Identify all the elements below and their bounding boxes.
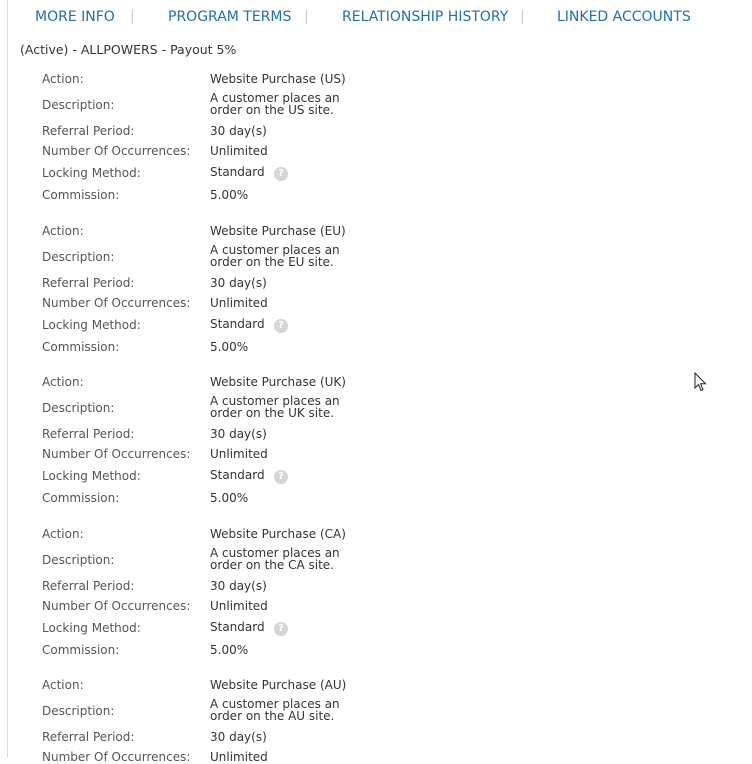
occurrences-value: Unlimited xyxy=(210,144,268,158)
tab-program-terms[interactable]: PROGRAM TERMS xyxy=(168,9,292,25)
commission-label: Commission: xyxy=(42,340,120,354)
commission-label: Commission: xyxy=(42,491,120,505)
tab-bar xyxy=(0,0,752,34)
tab-separator: | xyxy=(520,9,525,25)
action-label: Action: xyxy=(42,224,84,238)
action-label: Action: xyxy=(42,527,84,541)
description-label: Description: xyxy=(42,250,115,264)
locking-method-value: Standard xyxy=(210,317,265,331)
program-title: (Active) - ALLPOWERS - Payout 5% xyxy=(20,42,237,57)
locking-method-label: Locking Method: xyxy=(42,621,141,635)
help-icon[interactable]: ? xyxy=(274,319,288,333)
action-value: Website Purchase (AU) xyxy=(210,678,347,692)
tab-relationship-history[interactable]: RELATIONSHIP HISTORY xyxy=(342,9,509,25)
action-value: Website Purchase (EU) xyxy=(210,224,346,238)
occurrences-value: Unlimited xyxy=(210,447,268,461)
occurrences-value: Unlimited xyxy=(210,750,268,764)
commission-label: Commission: xyxy=(42,643,120,657)
action-label: Action: xyxy=(42,375,84,389)
help-icon[interactable]: ? xyxy=(274,622,288,636)
description-label: Description: xyxy=(42,553,115,567)
commission-value: 5.00% xyxy=(210,188,249,202)
occurrences-label: Number Of Occurrences: xyxy=(42,144,191,158)
locking-method-value: Standard xyxy=(210,468,265,482)
referral-period-value: 30 day(s) xyxy=(210,730,267,744)
mouse-cursor-icon xyxy=(694,372,708,392)
action-value: Website Purchase (US) xyxy=(210,72,346,86)
description-value: A customer places an order on the CA site. xyxy=(210,546,340,572)
locking-method-value: Standard xyxy=(210,620,265,634)
left-border xyxy=(7,0,8,758)
help-icon[interactable]: ? xyxy=(274,167,288,181)
locking-method-value: Standard xyxy=(210,165,265,179)
referral-period-label: Referral Period: xyxy=(42,579,135,593)
description-label: Description: xyxy=(42,98,115,112)
occurrences-label: Number Of Occurrences: xyxy=(42,599,191,613)
locking-method-label: Locking Method: xyxy=(42,166,141,180)
description-label: Description: xyxy=(42,401,115,415)
referral-period-label: Referral Period: xyxy=(42,730,135,744)
locking-method-label: Locking Method: xyxy=(42,318,141,332)
commission-value: 5.00% xyxy=(210,340,249,354)
description-value: A customer places an order on the UK site. xyxy=(210,394,340,420)
description-value: A customer places an order on the EU site. xyxy=(210,243,340,269)
occurrences-label: Number Of Occurrences: xyxy=(42,447,191,461)
action-label: Action: xyxy=(42,678,84,692)
referral-period-value: 30 day(s) xyxy=(210,579,267,593)
action-value: Website Purchase (CA) xyxy=(210,527,346,541)
referral-period-value: 30 day(s) xyxy=(210,124,267,138)
commission-value: 5.00% xyxy=(210,491,249,505)
referral-period-value: 30 day(s) xyxy=(210,427,267,441)
action-value: Website Purchase (UK) xyxy=(210,375,346,389)
description-value: A customer places an order on the AU site. xyxy=(210,697,340,723)
tab-separator: | xyxy=(304,9,309,25)
commission-label: Commission: xyxy=(42,188,120,202)
occurrences-value: Unlimited xyxy=(210,599,268,613)
occurrences-label: Number Of Occurrences: xyxy=(42,296,191,310)
description-label: Description: xyxy=(42,704,115,718)
commission-value: 5.00% xyxy=(210,643,249,657)
referral-period-label: Referral Period: xyxy=(42,427,135,441)
locking-method-label: Locking Method: xyxy=(42,469,141,483)
tab-more-info[interactable]: MORE INFO xyxy=(35,9,115,25)
tab-separator: | xyxy=(130,9,135,25)
occurrences-value: Unlimited xyxy=(210,296,268,310)
referral-period-label: Referral Period: xyxy=(42,276,135,290)
action-label: Action: xyxy=(42,72,84,86)
referral-period-value: 30 day(s) xyxy=(210,276,267,290)
tab-linked-accounts[interactable]: LINKED ACCOUNTS xyxy=(557,9,691,25)
help-icon[interactable]: ? xyxy=(274,470,288,484)
occurrences-label: Number Of Occurrences: xyxy=(42,750,191,764)
description-value: A customer places an order on the US site. xyxy=(210,91,340,117)
referral-period-label: Referral Period: xyxy=(42,124,135,138)
